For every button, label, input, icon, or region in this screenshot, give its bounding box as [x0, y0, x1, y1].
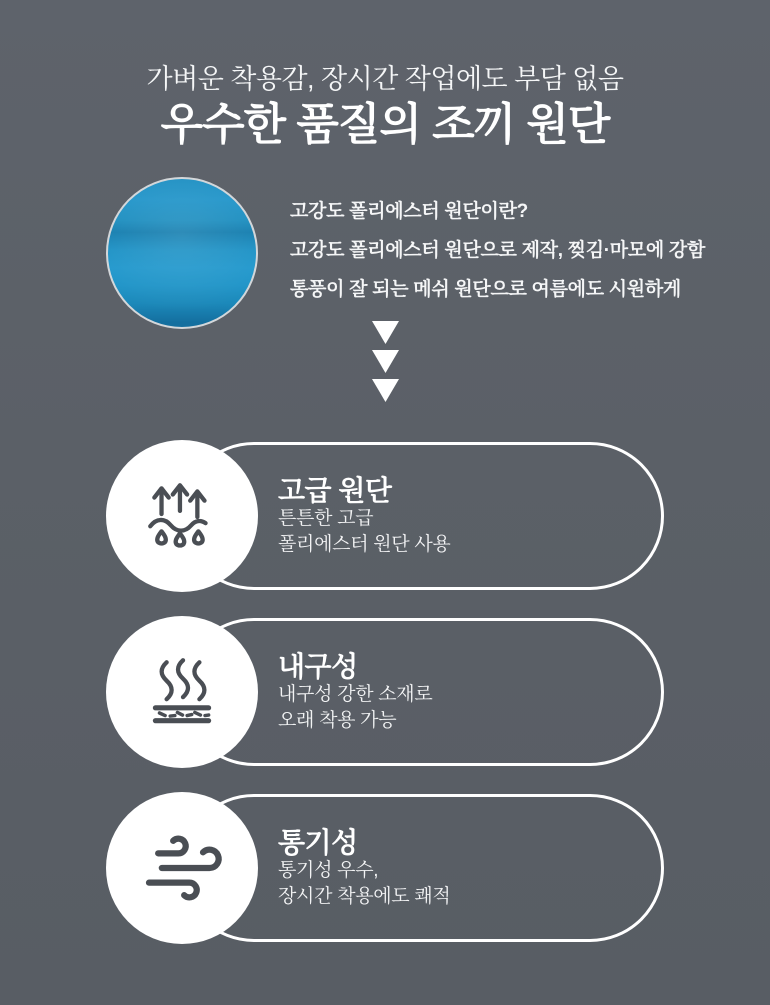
- feature-description: [278, 858, 450, 910]
- down-arrow-icon: [372, 350, 399, 373]
- feature-line: 장시간 착용에도 쾌적: [278, 886, 451, 907]
- feature-line: 폴리에스터 원단 사용: [278, 534, 451, 555]
- feature-title: 통기성: [278, 827, 358, 858]
- fabric-swatch-image: [106, 177, 258, 329]
- icon-circle: [106, 792, 258, 944]
- page-title: 우수한 품질의 조끼 원단: [160, 100, 610, 149]
- feature-card-durability: [0, 616, 770, 768]
- fabric-desc-line-2: 통풍이 잘 되는 메쉬 원단으로 여름에도 시원하게: [290, 279, 681, 300]
- fabric-description: [290, 200, 705, 317]
- heat-durability-icon: [139, 649, 225, 735]
- moisture-wicking-icon: [139, 473, 225, 559]
- fabric-desc-line-1: 고강도 폴리에스터 원단으로 제작, 찢김·마모에 강함: [290, 240, 706, 261]
- wind-icon: [138, 824, 226, 912]
- feature-card-breathability: [0, 792, 770, 944]
- down-arrow-icon: [372, 321, 399, 344]
- feature-description: [278, 682, 432, 734]
- feature-card-premium-fabric: [0, 440, 770, 592]
- header-subtitle: 가벼운 착용감, 장시간 작업에도 부담 없음: [146, 64, 624, 94]
- down-arrow-icon: [372, 379, 399, 402]
- feature-title: 고급 원단: [278, 475, 392, 506]
- feature-line: 통기성 우수,: [278, 860, 379, 881]
- fabric-question: 고강도 폴리에스터 원단이란?: [290, 201, 528, 222]
- feature-line: 오래 착용 가능: [278, 710, 397, 731]
- feature-line: 튼튼한 고급: [278, 508, 374, 529]
- icon-circle: [106, 616, 258, 768]
- feature-line: 내구성 강한 소재로: [278, 684, 433, 705]
- feature-title: 내구성: [278, 651, 358, 682]
- down-arrows: [0, 321, 770, 402]
- icon-circle: [106, 440, 258, 592]
- feature-description: [278, 506, 450, 558]
